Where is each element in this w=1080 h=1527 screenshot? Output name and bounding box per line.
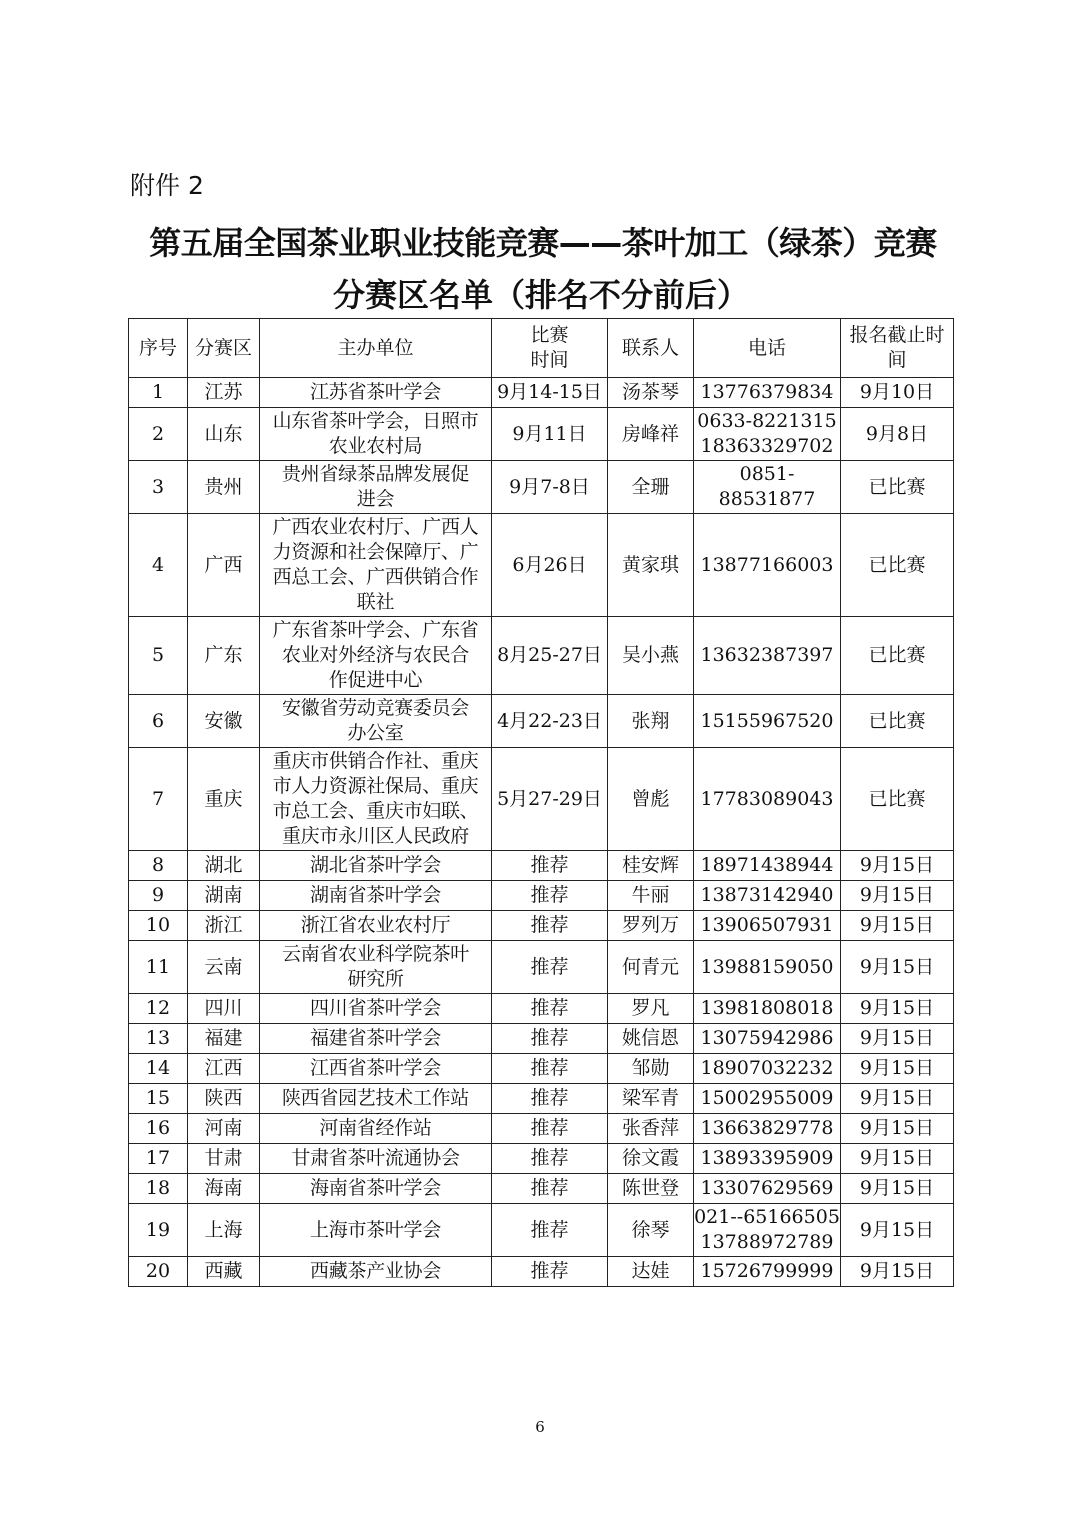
cell-contact: 陈世登 <box>608 1174 694 1204</box>
cell-contact: 房峰祥 <box>608 408 694 461</box>
phone-line: 15002955009 <box>700 1087 834 1109</box>
cell-organizer <box>260 748 492 851</box>
header-deadline-line-1: 报名截止时 <box>849 324 945 346</box>
table-row <box>129 408 954 461</box>
table-row <box>129 1024 954 1054</box>
cell-seq: 12 <box>129 994 188 1024</box>
cell-date: 4月22-23日 <box>492 695 608 748</box>
cell-contact: 吴小燕 <box>608 617 694 695</box>
cell-contact: 达娃 <box>608 1257 694 1287</box>
table-row <box>129 1257 954 1287</box>
cell-organizer <box>260 941 492 994</box>
table-row <box>129 994 954 1024</box>
cell-seq: 3 <box>129 461 188 514</box>
cell-seq: 19 <box>129 1204 188 1257</box>
cell-date: 推荐 <box>492 881 608 911</box>
cell-region: 重庆 <box>188 748 260 851</box>
cell-phone <box>694 1257 841 1287</box>
cell-contact: 何青元 <box>608 941 694 994</box>
cell-deadline: 9月15日 <box>841 911 954 941</box>
cell-seq: 8 <box>129 851 188 881</box>
cell-organizer <box>260 851 492 881</box>
cell-organizer <box>260 1024 492 1054</box>
cell-phone <box>694 1054 841 1084</box>
header-date-line-2: 时间 <box>530 349 569 371</box>
phone-line: 13988159050 <box>700 955 834 978</box>
organizer-line: 湖北省茶叶学会 <box>310 854 441 876</box>
cell-seq: 4 <box>129 514 188 617</box>
cell-region: 安徽 <box>188 695 260 748</box>
cell-phone <box>694 617 841 695</box>
phone-line: 17783089043 <box>700 787 834 810</box>
header-date-line-1: 比赛 <box>530 324 569 346</box>
organizer-line: 江苏省茶叶学会 <box>310 381 441 403</box>
cell-contact: 曾彪 <box>608 748 694 851</box>
organizer-line: 农业农村局 <box>328 435 423 457</box>
organizer-line: 农业对外经济与农民合 <box>281 644 469 666</box>
cell-seq: 1 <box>129 378 188 408</box>
header-date <box>492 319 608 378</box>
cell-date: 9月11日 <box>492 408 608 461</box>
cell-deadline: 9月15日 <box>841 994 954 1024</box>
organizer-line: 甘肃省茶叶流通协会 <box>291 1147 460 1169</box>
cell-phone <box>694 461 841 514</box>
cell-organizer <box>260 1114 492 1144</box>
table-row <box>129 941 954 994</box>
cell-organizer <box>260 881 492 911</box>
cell-seq: 20 <box>129 1257 188 1287</box>
organizer-line: 广西农业农村厅、广西人 <box>272 516 479 538</box>
cell-deadline: 已比赛 <box>841 748 954 851</box>
cell-region: 甘肃 <box>188 1144 260 1174</box>
organizer-line: 重庆市永川区人民政府 <box>281 825 469 847</box>
cell-phone <box>694 851 841 881</box>
cell-organizer <box>260 617 492 695</box>
cell-organizer <box>260 1204 492 1257</box>
cell-deadline: 9月15日 <box>841 941 954 994</box>
organizer-line: 重庆市供销合作社、重庆 <box>272 750 479 772</box>
cell-organizer <box>260 1144 492 1174</box>
cell-region: 海南 <box>188 1174 260 1204</box>
header-seq: 序号 <box>129 319 188 378</box>
cell-organizer <box>260 1174 492 1204</box>
cell-date: 推荐 <box>492 911 608 941</box>
cell-date: 8月25-27日 <box>492 617 608 695</box>
organizer-line: 办公室 <box>347 722 404 744</box>
cell-date: 推荐 <box>492 1144 608 1174</box>
cell-deadline: 已比赛 <box>841 461 954 514</box>
phone-line: 13632387397 <box>700 644 834 666</box>
organizer-line: 海南省茶叶学会 <box>310 1177 441 1199</box>
cell-deadline: 9月8日 <box>841 408 954 461</box>
header-deadline-line-2: 间 <box>887 349 907 371</box>
cell-contact: 汤茶琴 <box>608 378 694 408</box>
cell-organizer <box>260 514 492 617</box>
cell-phone <box>694 1024 841 1054</box>
cell-seq: 13 <box>129 1024 188 1054</box>
organizer-line: 安徽省劳动竞赛委员会 <box>281 697 469 719</box>
cell-seq: 14 <box>129 1054 188 1084</box>
cell-phone <box>694 941 841 994</box>
cell-phone <box>694 748 841 851</box>
cell-region: 陕西 <box>188 1084 260 1114</box>
cell-phone <box>694 1114 841 1144</box>
organizer-line: 四川省茶叶学会 <box>310 997 441 1019</box>
cell-deadline: 已比赛 <box>841 695 954 748</box>
phone-line: 13075942986 <box>700 1027 834 1049</box>
cell-contact: 桂安辉 <box>608 851 694 881</box>
cell-seq: 10 <box>129 911 188 941</box>
cell-phone <box>694 994 841 1024</box>
cell-deadline: 9月15日 <box>841 851 954 881</box>
organizer-line: 联社 <box>356 591 395 613</box>
cell-region: 江苏 <box>188 378 260 408</box>
organizer-line: 上海市茶叶学会 <box>310 1218 441 1241</box>
table-row <box>129 851 954 881</box>
cell-date: 推荐 <box>492 1174 608 1204</box>
phone-line: 13776379834 <box>700 381 834 403</box>
cell-seq: 16 <box>129 1114 188 1144</box>
phone-line: 15726799999 <box>700 1260 834 1282</box>
cell-date: 推荐 <box>492 1114 608 1144</box>
cell-region: 福建 <box>188 1024 260 1054</box>
cell-contact: 黄家琪 <box>608 514 694 617</box>
organizer-line: 江西省茶叶学会 <box>310 1057 441 1079</box>
organizer-line: 西藏茶产业协会 <box>310 1260 441 1282</box>
cell-date: 推荐 <box>492 1257 608 1287</box>
cell-date: 推荐 <box>492 851 608 881</box>
organizer-line: 作促进中心 <box>328 669 423 691</box>
cell-phone <box>694 514 841 617</box>
cell-contact: 牛丽 <box>608 881 694 911</box>
cell-seq: 9 <box>129 881 188 911</box>
cell-contact: 徐琴 <box>608 1204 694 1257</box>
cell-region: 四川 <box>188 994 260 1024</box>
cell-organizer <box>260 1084 492 1114</box>
phone-line: 0851-88531877 <box>718 463 816 510</box>
table-row <box>129 881 954 911</box>
cell-deadline: 9月15日 <box>841 1144 954 1174</box>
table-row <box>129 748 954 851</box>
cell-phone <box>694 378 841 408</box>
cell-date: 推荐 <box>492 1054 608 1084</box>
region-list-table <box>128 318 954 1287</box>
organizer-line: 福建省茶叶学会 <box>310 1027 441 1049</box>
cell-seq: 6 <box>129 695 188 748</box>
header-region: 分赛区 <box>188 319 260 378</box>
cell-contact: 罗凡 <box>608 994 694 1024</box>
table-row <box>129 695 954 748</box>
cell-seq: 17 <box>129 1144 188 1174</box>
table-row <box>129 1084 954 1114</box>
cell-organizer <box>260 911 492 941</box>
document-title-line-1: 第五届全国茶业职业技能竞赛——茶叶加工（绿茶）竞赛 <box>149 224 937 262</box>
cell-region: 广东 <box>188 617 260 695</box>
cell-region: 河南 <box>188 1114 260 1144</box>
cell-phone <box>694 1174 841 1204</box>
page-number: 6 <box>535 1418 545 1436</box>
cell-region: 湖北 <box>188 851 260 881</box>
cell-region: 西藏 <box>188 1257 260 1287</box>
cell-date: 5月27-29日 <box>492 748 608 851</box>
organizer-line: 河南省经作站 <box>319 1117 432 1139</box>
cell-seq: 7 <box>129 748 188 851</box>
cell-contact: 罗列万 <box>608 911 694 941</box>
table-row <box>129 461 954 514</box>
cell-organizer <box>260 695 492 748</box>
cell-region: 云南 <box>188 941 260 994</box>
cell-date: 推荐 <box>492 1204 608 1257</box>
table-row <box>129 1144 954 1174</box>
cell-contact: 张香萍 <box>608 1114 694 1144</box>
cell-deadline: 已比赛 <box>841 514 954 617</box>
header-organizer: 主办单位 <box>260 319 492 378</box>
cell-phone <box>694 881 841 911</box>
cell-phone <box>694 1084 841 1114</box>
cell-contact: 梁军青 <box>608 1084 694 1114</box>
cell-deadline: 已比赛 <box>841 617 954 695</box>
cell-deadline: 9月15日 <box>841 1084 954 1114</box>
cell-phone <box>694 408 841 461</box>
cell-contact: 姚信恩 <box>608 1024 694 1054</box>
phone-line: 13906507931 <box>700 914 834 936</box>
phone-line: 13307629569 <box>700 1177 834 1199</box>
header-contact: 联系人 <box>608 319 694 378</box>
cell-contact: 张翔 <box>608 695 694 748</box>
cell-region: 江西 <box>188 1054 260 1084</box>
cell-phone <box>694 695 841 748</box>
cell-date: 9月7-8日 <box>492 461 608 514</box>
organizer-line: 贵州省绿茶品牌发展促 <box>281 463 469 485</box>
cell-contact: 全珊 <box>608 461 694 514</box>
phone-line: 0633-8221315 <box>697 410 837 432</box>
table-row <box>129 1204 954 1257</box>
phone-line: 18363329702 <box>700 435 834 457</box>
cell-region: 浙江 <box>188 911 260 941</box>
table-header-row <box>129 319 954 378</box>
cell-date: 6月26日 <box>492 514 608 617</box>
cell-organizer <box>260 408 492 461</box>
table-row <box>129 1054 954 1084</box>
cell-region: 湖南 <box>188 881 260 911</box>
phone-line: 15155967520 <box>700 709 834 732</box>
cell-contact: 徐文霞 <box>608 1144 694 1174</box>
cell-organizer <box>260 1054 492 1084</box>
phone-line: 13981808018 <box>700 997 834 1019</box>
cell-contact: 邹勋 <box>608 1054 694 1084</box>
table-row <box>129 617 954 695</box>
phone-line: 13788972789 <box>700 1231 834 1253</box>
phone-line: 13663829778 <box>700 1117 834 1139</box>
header-deadline <box>841 319 954 378</box>
organizer-line: 云南省农业科学院茶叶 <box>281 943 469 965</box>
organizer-line: 广东省茶叶学会、广东省 <box>272 619 479 641</box>
cell-phone <box>694 911 841 941</box>
cell-deadline: 9月15日 <box>841 881 954 911</box>
phone-line: 18971438944 <box>700 854 834 876</box>
phone-line: 13877166003 <box>700 553 834 576</box>
phone-line: 021--65166505 <box>694 1206 840 1228</box>
table-row <box>129 1114 954 1144</box>
phone-line: 18907032232 <box>700 1057 834 1079</box>
cell-date: 推荐 <box>492 994 608 1024</box>
cell-region: 广西 <box>188 514 260 617</box>
cell-deadline: 9月15日 <box>841 1114 954 1144</box>
organizer-line: 研究所 <box>347 968 404 990</box>
cell-deadline: 9月15日 <box>841 1204 954 1257</box>
phone-line: 13893395909 <box>700 1147 834 1169</box>
cell-seq: 5 <box>129 617 188 695</box>
organizer-line: 西总工会、广西供销合作 <box>272 566 479 588</box>
organizer-line: 湖南省茶叶学会 <box>310 884 441 906</box>
phone-line: 13873142940 <box>700 884 834 906</box>
table-row <box>129 911 954 941</box>
organizer-line: 市人力资源社保局、重庆 <box>272 775 479 797</box>
cell-deadline: 9月10日 <box>841 378 954 408</box>
organizer-line: 山东省茶叶学会，日照市 <box>272 410 479 432</box>
table-row <box>129 378 954 408</box>
cell-deadline: 9月15日 <box>841 1054 954 1084</box>
cell-deadline: 9月15日 <box>841 1257 954 1287</box>
header-phone: 电话 <box>694 319 841 378</box>
cell-region: 山东 <box>188 408 260 461</box>
organizer-line: 市总工会、重庆市妇联、 <box>272 800 479 822</box>
cell-organizer <box>260 994 492 1024</box>
document-title-line-2: 分赛区名单（排名不分前后） <box>332 276 749 314</box>
cell-date: 9月14-15日 <box>492 378 608 408</box>
cell-date: 推荐 <box>492 941 608 994</box>
cell-seq: 15 <box>129 1084 188 1114</box>
organizer-line: 浙江省农业农村厅 <box>300 914 451 936</box>
cell-phone <box>694 1144 841 1174</box>
cell-date: 推荐 <box>492 1084 608 1114</box>
cell-deadline: 9月15日 <box>841 1174 954 1204</box>
cell-seq: 18 <box>129 1174 188 1204</box>
cell-organizer <box>260 378 492 408</box>
organizer-line: 力资源和社会保障厅、广 <box>272 541 479 563</box>
organizer-line: 进会 <box>356 488 395 510</box>
organizer-line: 陕西省园艺技术工作站 <box>281 1087 469 1109</box>
cell-seq: 2 <box>129 408 188 461</box>
cell-phone <box>694 1204 841 1257</box>
table-body <box>129 378 954 1287</box>
attachment-label: 附件 2 <box>130 171 204 200</box>
cell-deadline: 9月15日 <box>841 1024 954 1054</box>
cell-organizer <box>260 461 492 514</box>
cell-date: 推荐 <box>492 1024 608 1054</box>
cell-region: 上海 <box>188 1204 260 1257</box>
table-row <box>129 514 954 617</box>
cell-region: 贵州 <box>188 461 260 514</box>
cell-seq: 11 <box>129 941 188 994</box>
cell-organizer <box>260 1257 492 1287</box>
table-row <box>129 1174 954 1204</box>
